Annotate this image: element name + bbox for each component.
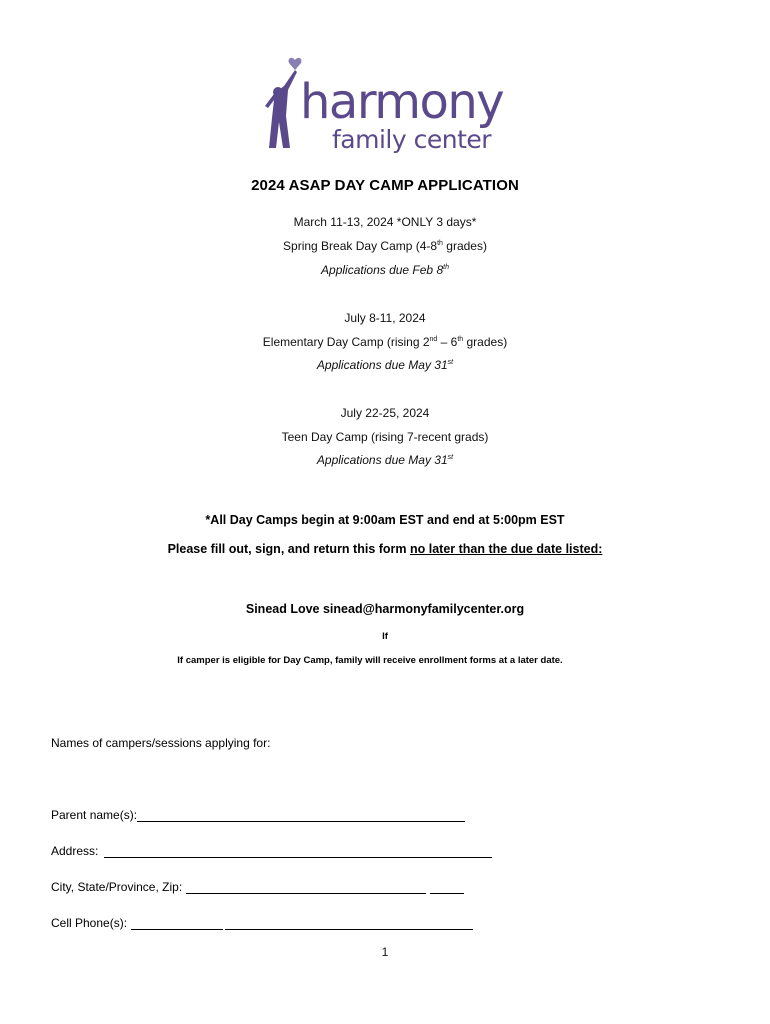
instructions-deadline: no later than the due date listed: [410, 542, 603, 556]
session2-due-sup: st [447, 359, 454, 366]
harmony-logo [262, 56, 502, 162]
if-text: If [382, 631, 388, 642]
city-state-zip-blank[interactable] [186, 881, 426, 894]
session1-name [0, 239, 770, 253]
session2-name-text: Elementary Day Camp (rising 2 [262, 335, 430, 349]
session1-dates: March 11-13, 2024 *ONLY 3 days* [293, 215, 477, 229]
session3-due [0, 453, 770, 467]
session1-name-text: Spring Break Day Camp (4-8 [283, 239, 438, 253]
cell-phone-field[interactable] [51, 916, 473, 930]
contact-line: Sinead Love sinead@harmonyfamilycenter.org [245, 602, 525, 616]
session2-due-text: Applications due May 31 [316, 358, 448, 372]
session1-sup: th [437, 240, 443, 247]
session1-name-end: grades) [442, 239, 487, 253]
session2-dates: July 8-11, 2024 [344, 311, 426, 325]
page-number: 1 [381, 945, 389, 959]
zip-blank[interactable] [430, 881, 464, 894]
session2-sup1: nd [429, 336, 438, 343]
session2-name [0, 335, 770, 349]
instructions-text: Please fill out, sign, and return this form [167, 542, 410, 556]
session2-name-end: grades) [463, 335, 508, 349]
session3-name: Teen Day Camp (rising 7-recent grads) [281, 430, 489, 444]
session2-sup2: th [457, 336, 464, 343]
cell-phone-blank-1[interactable] [131, 917, 223, 930]
address-label: Address: [51, 844, 99, 858]
parent-name-blank[interactable] [137, 809, 465, 822]
campers-field[interactable] [51, 736, 270, 750]
logo-word-family-center: family center [332, 125, 492, 154]
session3-due-sup: st [447, 454, 454, 461]
session1-due-sup: th [443, 264, 449, 271]
session3-dates: July 22-25, 2024 [340, 406, 430, 420]
parent-name-label: Parent name(s): [51, 808, 138, 822]
session2-due [0, 358, 770, 372]
city-state-zip-label: City, State/Province, Zip: [51, 880, 183, 894]
hours-note: *All Day Camps begin at 9:00am EST and end at 5:00pm EST [205, 513, 565, 527]
cell-phone-blank-2[interactable] [225, 917, 473, 930]
address-blank[interactable] [104, 845, 492, 858]
eligibility-note: If camper is eligible for Day Camp, family will receive enrollment forms at a later date. [177, 655, 563, 666]
campers-label: Names of campers/sessions applying for: [51, 736, 271, 750]
logo-word-harmony: harmony [300, 74, 504, 130]
session1-due [0, 263, 770, 277]
page-title: 2024 ASAP DAY CAMP APPLICATION [251, 177, 519, 194]
address-field[interactable] [51, 844, 492, 858]
session3-due-text: Applications due May 31 [316, 453, 448, 467]
session1-due-text: Applications due Feb 8 [321, 263, 444, 277]
city-state-zip-field[interactable] [51, 880, 464, 894]
instructions [0, 542, 770, 556]
parent-name-field[interactable] [51, 808, 465, 822]
cell-phone-label: Cell Phone(s): [51, 916, 128, 930]
session2-name-mid: – 6 [437, 335, 458, 349]
